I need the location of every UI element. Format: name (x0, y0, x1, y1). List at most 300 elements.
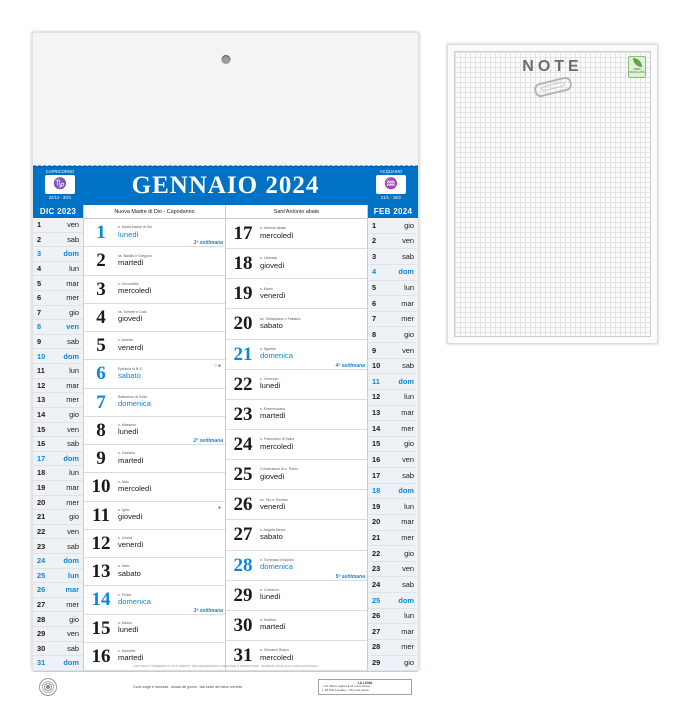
side-day-weekday: mar (401, 626, 414, 636)
day-weekday: venerdì (118, 342, 144, 352)
moon-phase-icon: ○● (213, 363, 222, 370)
calendar-day-cell[interactable] (84, 530, 225, 558)
calendar-day-cell[interactable] (84, 360, 225, 388)
side-day-weekday: mer (66, 395, 79, 405)
side-day-weekday: ven (67, 629, 79, 639)
day-number: 11 (92, 504, 110, 526)
side-day-row (33, 569, 83, 584)
side-day-row (368, 281, 418, 297)
day-weekday: venerdì (260, 290, 286, 300)
day-details (118, 304, 225, 331)
side-day-row (368, 265, 418, 281)
day-details (260, 370, 367, 399)
day-details (260, 581, 367, 610)
day-saint: s. Mauro (118, 620, 132, 625)
side-day-weekday: dom (63, 249, 79, 259)
calendar-day-cell[interactable] (84, 445, 225, 473)
day-number: 17 (233, 223, 253, 245)
prev-month-label: DIC 2023 (33, 205, 83, 218)
day-saint: ss. Basilio e Gregorio (118, 253, 153, 258)
day-weekday: mercoledì (260, 230, 294, 240)
side-day-weekday: mar (401, 298, 414, 308)
side-day-row (33, 379, 83, 394)
side-day-row (368, 374, 418, 390)
side-day-weekday: mer (401, 642, 414, 652)
day-saint: s. Felice (118, 592, 132, 597)
zodiac-aquarius-name: ACQUARIO (379, 169, 403, 174)
side-day-number: 26 (372, 611, 381, 621)
side-day-number: 6 (372, 298, 377, 308)
side-day-weekday: mar (401, 408, 414, 418)
side-day-weekday: gio (69, 307, 79, 317)
day-details (118, 276, 225, 303)
calendar-day-cell[interactable] (84, 558, 225, 586)
side-day-row (33, 481, 83, 496)
day-column-right (226, 205, 367, 671)
day-number: 8 (96, 419, 106, 441)
day-saint: s. Angela Merici (260, 527, 286, 532)
side-day-number: 9 (37, 336, 42, 346)
day-number: 27 (233, 524, 253, 546)
day-saint: s. Aldo (118, 479, 129, 484)
day-details (118, 615, 225, 642)
side-day-row (33, 627, 83, 642)
side-day-weekday: mer (401, 423, 414, 433)
side-day-row (33, 262, 83, 277)
day-column-left (84, 205, 226, 671)
day-weekday: lunedì (118, 625, 139, 635)
day-weekday: martedì (118, 653, 144, 663)
calendar-day-cell[interactable] (84, 276, 225, 304)
day-details (260, 611, 367, 640)
next-month-day-list (368, 218, 418, 671)
side-day-number: 14 (372, 423, 381, 433)
side-day-row (368, 624, 418, 640)
day-number: 24 (233, 434, 253, 456)
side-day-number: 14 (37, 410, 46, 420)
eco-badge-label: 100% RICICLATA (629, 67, 645, 75)
side-day-number: 19 (37, 483, 46, 493)
side-day-number: 16 (37, 439, 46, 449)
side-day-row (368, 562, 418, 578)
day-weekday: mercoledì (118, 286, 152, 296)
day-number: 1 (96, 222, 106, 244)
side-day-number: 13 (372, 408, 381, 418)
side-day-number: 18 (37, 468, 46, 478)
eco-badge (628, 56, 646, 78)
side-day-number: 15 (372, 439, 381, 449)
side-day-weekday: dom (63, 556, 79, 566)
side-day-number: 27 (372, 626, 381, 636)
day-number: 30 (233, 614, 253, 636)
side-day-row (33, 233, 83, 248)
side-day-weekday: ven (67, 220, 79, 230)
side-day-row (368, 249, 418, 265)
day-number: 29 (233, 584, 253, 606)
side-day-row (368, 531, 418, 547)
column-note-left: Nuova Madre di Dio - Capodanno (84, 205, 225, 219)
side-day-weekday: sab (402, 361, 414, 371)
day-weekday: mercoledì (260, 441, 294, 451)
day-saint: s. Francesco di Sales (260, 437, 295, 442)
day-weekday: giovedì (260, 260, 285, 270)
page-title: GENNAIO 2024 (131, 172, 320, 199)
calendar-day-cell[interactable] (226, 279, 367, 309)
side-day-row (368, 577, 418, 593)
side-day-row (368, 343, 418, 359)
footer-note: Il sole sorge e tramonta - durata del giorno - fasi lunari del mese corrente (132, 684, 243, 689)
day-saint: s. Giuliano (118, 451, 135, 456)
day-saint: s. Tommaso d'Aquino (260, 557, 295, 562)
side-day-weekday: gio (404, 658, 414, 668)
side-day-row (368, 452, 418, 468)
calendar-day-cell[interactable] (84, 417, 225, 445)
side-day-number: 24 (37, 556, 46, 566)
day-saint: ss. Tito e Timoteo (260, 497, 289, 502)
side-day-row (33, 349, 83, 364)
note-title: NOTE (522, 58, 583, 75)
day-weekday: martedì (118, 455, 144, 465)
prev-month-day-list (33, 218, 83, 671)
side-day-number: 1 (37, 220, 42, 230)
day-number: 18 (233, 253, 253, 275)
side-day-weekday: mer (401, 314, 414, 324)
side-day-weekday: lun (69, 263, 79, 273)
day-details (260, 490, 367, 519)
side-day-weekday: lun (69, 468, 79, 478)
side-day-number: 19 (372, 501, 381, 511)
day-number: 2 (96, 250, 106, 272)
week-number-label: 1ª settimana (193, 240, 223, 247)
calendar-day-cell[interactable] (226, 400, 367, 430)
side-day-number: 7 (37, 307, 42, 317)
side-day-number: 21 (372, 533, 381, 543)
week-number-label: 2ª settimana (193, 438, 223, 444)
day-weekday: martedì (260, 622, 286, 632)
side-day-weekday: gio (69, 614, 79, 624)
side-day-row (368, 327, 418, 343)
moon-box-line-1: ○ 04 Ultimo quarto ● 11 Luna nuova (322, 684, 370, 689)
side-day-row (33, 335, 83, 350)
calendar-day-cell[interactable] (226, 520, 367, 550)
side-day-weekday: sab (402, 579, 414, 589)
day-weekday: lunedì (118, 427, 139, 437)
day-weekday: venerdì (118, 540, 144, 550)
day-weekday: giovedì (118, 512, 143, 522)
day-number: 15 (91, 617, 111, 639)
side-day-row (33, 306, 83, 321)
wall-calendar (32, 32, 419, 693)
side-day-row (368, 437, 418, 453)
side-day-weekday: dom (63, 351, 79, 361)
day-weekday: sabato (118, 370, 141, 380)
day-number: 31 (233, 645, 253, 667)
day-number: 13 (91, 561, 111, 583)
calendar-day-cell[interactable] (84, 615, 225, 643)
side-day-number: 6 (37, 293, 42, 303)
calendar-footer (33, 671, 418, 702)
day-details (118, 389, 225, 416)
side-day-weekday: gio (404, 220, 414, 230)
side-day-weekday: ven (66, 322, 79, 332)
day-saint: ss. Sebastiano e Fabiano (260, 316, 301, 321)
day-weekday: sabato (260, 320, 283, 330)
calendar-day-cell[interactable] (84, 332, 225, 360)
side-day-weekday: gio (404, 439, 414, 449)
side-day-weekday: sab (402, 470, 414, 480)
side-day-row (368, 484, 418, 500)
side-day-row (33, 583, 83, 598)
day-saint: s. Igino (118, 507, 130, 512)
side-day-weekday: ven (402, 345, 414, 355)
calendar-day-cell[interactable] (226, 309, 367, 339)
calendar-day-cell[interactable] (226, 611, 367, 641)
side-day-weekday: mar (66, 483, 79, 493)
side-day-row (33, 466, 83, 481)
side-day-number: 4 (372, 267, 377, 277)
side-day-weekday: ven (67, 424, 79, 434)
side-day-weekday: dom (398, 595, 414, 605)
side-day-weekday: ven (402, 564, 414, 574)
day-weekday: domenica (118, 596, 151, 606)
day-weekday: venerdì (260, 501, 286, 511)
day-saint: s. Marcello (118, 649, 136, 654)
side-day-weekday: gio (69, 410, 79, 420)
side-day-weekday: dom (63, 658, 79, 668)
day-weekday: martedì (118, 257, 144, 267)
side-day-row (33, 496, 83, 511)
side-day-number: 16 (372, 454, 381, 464)
leaf-icon (633, 58, 642, 67)
day-saint: s. Vincenzo (260, 376, 279, 381)
zodiac-aquarius (368, 169, 414, 203)
day-number: 14 (91, 589, 111, 611)
side-day-row (368, 359, 418, 375)
side-day-row (368, 296, 418, 312)
side-day-row (33, 218, 83, 233)
side-day-weekday: sab (402, 251, 414, 261)
day-saint: s. Massimo (118, 423, 137, 428)
side-day-weekday: mar (401, 517, 414, 527)
side-day-weekday: mer (66, 497, 79, 507)
calendar-day-cell[interactable] (226, 460, 367, 490)
side-day-row (368, 468, 418, 484)
calendar-day-cell[interactable] (226, 581, 367, 611)
side-day-weekday: ven (402, 454, 414, 464)
side-day-weekday: mar (66, 278, 79, 288)
side-day-row (368, 499, 418, 515)
side-day-number: 27 (37, 599, 46, 609)
day-details (118, 502, 225, 529)
note-grid (454, 51, 651, 337)
column-note-right: Sant'Antonio abate (226, 205, 367, 219)
day-details (260, 460, 367, 489)
day-saint: s. Martina (260, 618, 276, 623)
moon-box-title: LA LUNA (357, 681, 373, 686)
side-day-row (33, 247, 83, 262)
day-saint: s. Costanzo (260, 587, 279, 592)
side-day-number: 22 (372, 548, 381, 558)
side-day-number: 8 (37, 322, 42, 332)
side-day-row (33, 598, 83, 613)
side-day-row (368, 593, 418, 609)
day-saint: Conversione di s. Paolo (260, 467, 298, 472)
side-day-row (33, 642, 83, 657)
side-day-row (33, 554, 83, 569)
aquarius-icon: ♒ (376, 175, 406, 194)
side-day-number: 22 (37, 526, 46, 536)
week-number-label: 4ª settimana (335, 362, 365, 369)
day-details (260, 400, 367, 429)
day-details (260, 279, 367, 308)
day-weekday: lunedì (118, 229, 139, 239)
calendar-body (33, 205, 418, 671)
week-number-label: 5ª settimana (335, 573, 365, 580)
calendar-day-cell[interactable] (226, 370, 367, 400)
day-saint: s. Genoveffa (118, 281, 139, 286)
calendar-day-cell[interactable] (226, 340, 367, 370)
side-day-row (33, 510, 83, 525)
calendar-day-cell[interactable] (226, 219, 367, 249)
side-day-row (368, 656, 418, 672)
calendar-day-cell[interactable] (226, 249, 367, 279)
day-saint: s. Emerenziana (260, 407, 285, 412)
day-weekday: lunedì (260, 592, 281, 602)
day-weekday: mercoledì (118, 483, 152, 493)
side-day-number: 23 (372, 564, 381, 574)
day-number: 25 (233, 464, 253, 486)
calendar-day-cell[interactable] (84, 247, 225, 275)
day-saint: s. Agnese (260, 346, 276, 351)
side-day-number: 23 (37, 541, 46, 551)
side-day-row (368, 218, 418, 234)
side-day-number: 3 (37, 249, 42, 259)
zodiac-capricorn-dates: 22/12 - 20/1 (48, 195, 72, 201)
moon-phase-box (318, 679, 412, 695)
day-saint: s. Maria Madre di Dio (118, 225, 153, 230)
side-day-weekday: lun (404, 501, 414, 511)
moon-phase-icon: ● (217, 504, 222, 511)
zodiac-capricorn (37, 169, 83, 203)
day-weekday: martedì (260, 411, 286, 421)
day-saint: s. Amelia (118, 338, 133, 343)
zodiac-capricorn-name: CAPRICORNO (45, 169, 75, 174)
day-number: 5 (96, 335, 106, 357)
side-day-weekday: gio (69, 512, 79, 522)
day-number: 16 (91, 645, 111, 667)
day-number: 4 (96, 306, 106, 328)
side-day-weekday: lun (404, 392, 414, 402)
day-details (118, 247, 225, 274)
calendar-day-cell[interactable] (84, 502, 225, 530)
day-number: 7 (96, 391, 106, 413)
calendar-day-cell[interactable] (84, 219, 225, 247)
side-day-row (33, 612, 83, 627)
side-day-weekday: ven (67, 526, 79, 536)
side-day-number: 20 (372, 517, 381, 527)
day-details (118, 530, 225, 557)
day-number: 23 (233, 403, 253, 425)
side-day-weekday: lun (404, 611, 414, 621)
side-day-number: 11 (372, 376, 380, 386)
side-day-row (33, 423, 83, 438)
side-day-weekday: mer (66, 293, 79, 303)
calendar-day-cell[interactable] (84, 389, 225, 417)
day-details (260, 520, 367, 549)
side-day-row (368, 312, 418, 328)
moon-box-line-2: ◐ 18 Primo quarto ○ 25 Luna piena (322, 688, 369, 693)
side-day-weekday: sab (67, 541, 79, 551)
week-number-label: 3ª settimana (193, 607, 223, 614)
side-day-row (33, 276, 83, 291)
calendar-day-cell[interactable] (84, 304, 225, 332)
side-day-number: 17 (37, 453, 46, 463)
side-day-weekday: sab (67, 439, 79, 449)
side-day-number: 18 (372, 486, 381, 496)
day-weekday: lunedì (260, 381, 281, 391)
side-day-weekday: sab (67, 234, 79, 244)
side-day-number: 5 (372, 283, 377, 293)
day-details (260, 219, 367, 248)
side-day-row (33, 320, 83, 335)
calendar-day-cell[interactable] (226, 490, 367, 520)
side-day-row (368, 390, 418, 406)
calendar-day-cell[interactable] (84, 473, 225, 501)
side-day-number: 2 (372, 236, 377, 246)
calendar-day-cell[interactable] (226, 430, 367, 460)
side-day-number: 24 (372, 579, 381, 589)
calendar-day-cell[interactable] (84, 586, 225, 614)
side-day-weekday: ven (402, 236, 414, 246)
side-day-weekday: dom (398, 376, 414, 386)
side-day-row (33, 525, 83, 540)
day-number: 21 (233, 343, 253, 365)
day-weekday: giovedì (118, 314, 143, 324)
day-weekday: mercoledì (260, 652, 294, 662)
side-day-number: 28 (37, 614, 46, 624)
side-day-weekday: lun (404, 283, 414, 293)
side-day-number: 15 (37, 424, 46, 434)
calendar-day-cell[interactable] (226, 551, 367, 581)
side-day-row (368, 546, 418, 562)
side-day-row (33, 437, 83, 452)
side-day-number: 30 (37, 643, 46, 653)
day-details (118, 332, 225, 359)
side-day-row (33, 393, 83, 408)
day-number: 19 (233, 283, 253, 305)
side-day-weekday: mar (66, 380, 79, 390)
day-weekday: sabato (118, 568, 141, 578)
day-number: 9 (96, 448, 106, 470)
side-day-row (33, 452, 83, 467)
day-number: 3 (96, 278, 106, 300)
side-day-row (33, 291, 83, 306)
day-saint: s. Ilario (118, 564, 130, 569)
month-title-band (33, 166, 418, 205)
side-day-weekday: dom (398, 267, 414, 277)
day-saint: Epifania di N.S. (118, 366, 143, 371)
day-number: 10 (91, 476, 111, 498)
side-day-weekday: lun (67, 570, 79, 580)
side-day-number: 12 (37, 380, 46, 390)
day-weekday: domenica (260, 562, 293, 572)
side-day-number: 31 (37, 658, 46, 668)
side-day-row (368, 234, 418, 250)
side-day-row (33, 656, 83, 671)
side-day-number: 10 (372, 361, 381, 371)
side-day-number: 5 (37, 278, 42, 288)
side-day-number: 12 (372, 392, 381, 402)
